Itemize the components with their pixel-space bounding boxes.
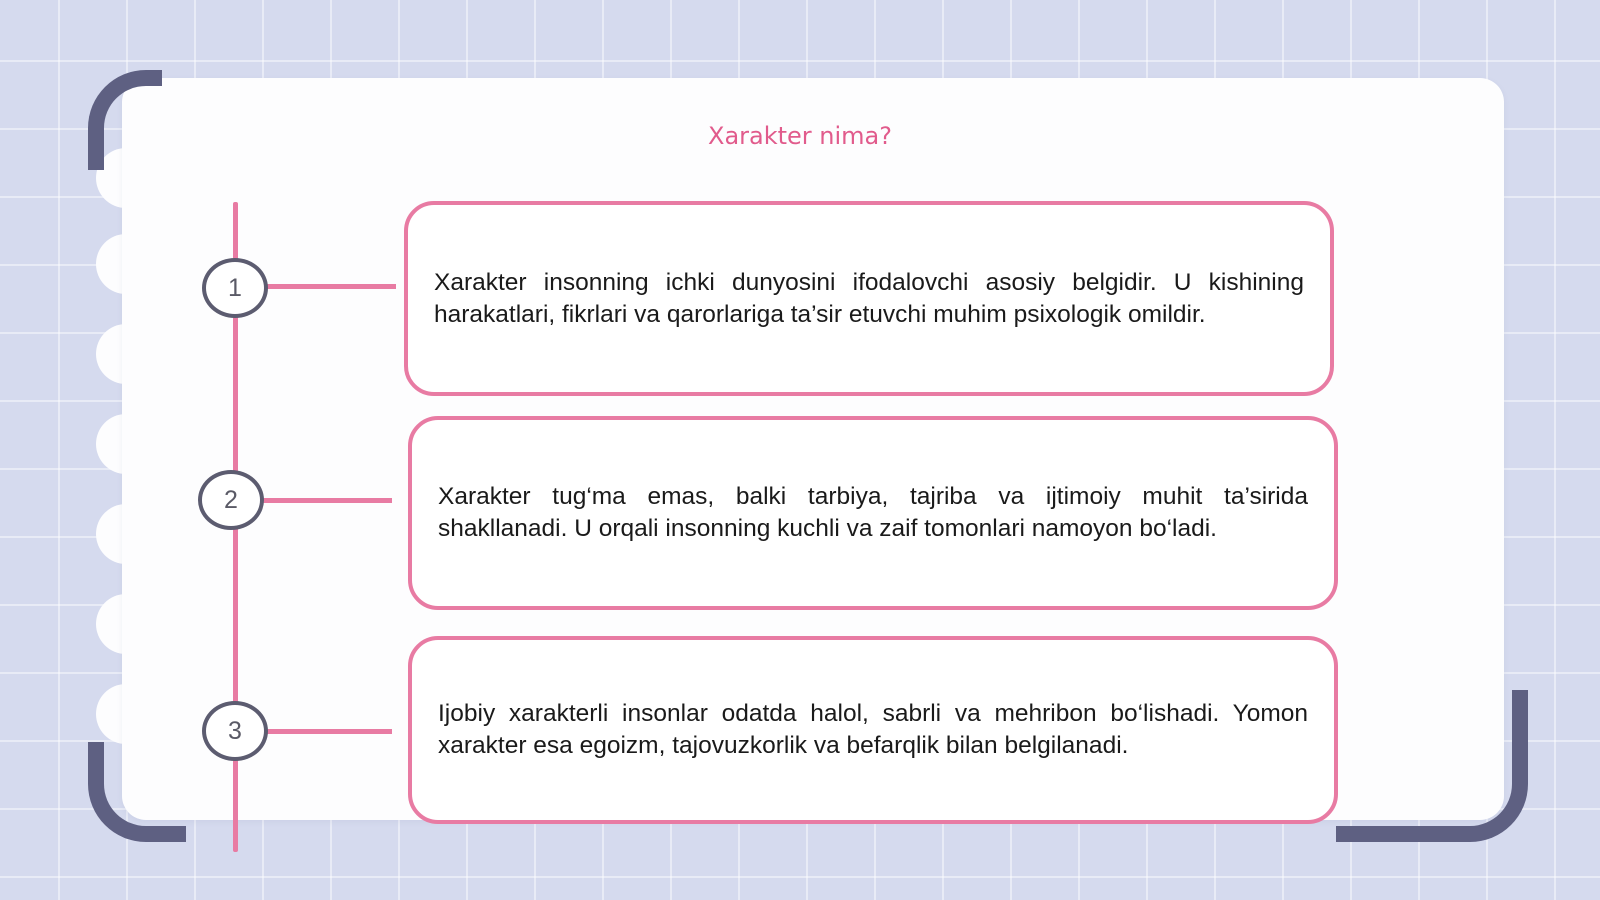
info-card-text: Xarakter tug‘ma emas, balki tarbiya, tajriba va ijtimoiy muhit ta’sirida shakllanadi. U orqali insonning kuchli va zaif tomonlari namoyon bo‘ladi. [438,483,1308,542]
step-number-badge [198,470,264,530]
info-card [408,416,1338,610]
step-number: 2 [224,485,238,514]
step-number-badge [202,258,268,318]
corner-bracket-bottom-left [88,742,186,842]
step-number: 1 [228,273,242,302]
timeline-connector [266,284,396,289]
corner-bracket-top-left [88,70,162,170]
info-card [404,201,1334,396]
step-number: 3 [228,716,242,745]
corner-bracket-bottom-right [1336,690,1528,842]
info-card-text: Xarakter insonning ichki dunyosini ifodalovchi asosiy belgidir. U kishining harakatlari, fikrlari va qarorlariga ta’sir etuvchi muhim psixologik omildir. [434,268,1304,328]
info-card-text: Ijobiy xarakterli insonlar odatda halol, sabrli va mehribon bo‘lishadi. Yomon xarakter esa egoizm, tajovuzkorlik va befarqlik bilan belgilanadi. [438,700,1308,759]
info-card [408,636,1338,824]
slide-title: Xarakter nima? [708,122,892,150]
timeline-connector [262,498,392,503]
step-number-badge [202,701,268,761]
timeline-connector [266,729,392,734]
